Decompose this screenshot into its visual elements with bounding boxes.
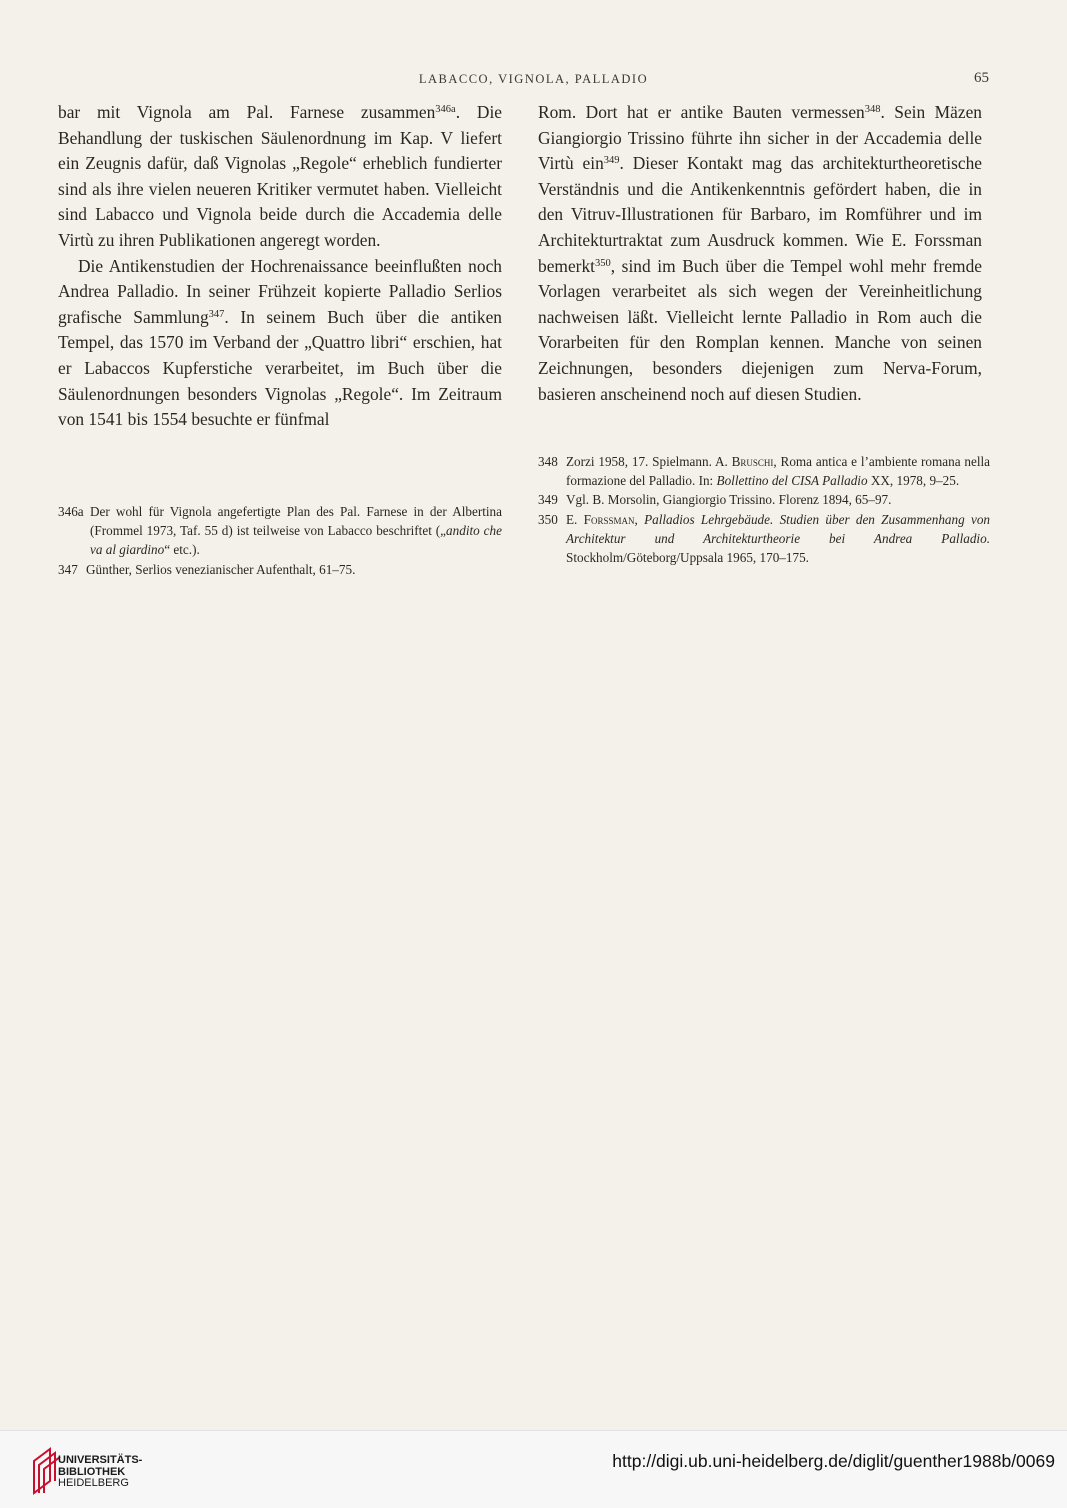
footnote-number: 349: [538, 492, 558, 508]
footnote-number: 348: [538, 454, 558, 469]
left-footnotes: [58, 502, 502, 579]
right-footnotes: [538, 452, 990, 567]
footnote: 350 E. Forssman, Palladios Lehrgebäude. Studien über den Zusammenhang von Architektur und Architekturtheorie bei Andrea Palladio. Stockholm/Göteborg/Uppsala 1965, 170–175.: [538, 511, 991, 566]
footnote: 347 Günther, Serlios venezianischer Aufenthalt, 61–75.: [58, 560, 502, 579]
right-column: [538, 100, 991, 566]
library-name: UNIVERSITÄTS- BIBLIOTHEK HEIDELBERG: [58, 1454, 143, 1489]
footnote: 349 Vgl. B. Morsolin, Giangiorgio Trissino. Florenz 1894, 65–97.: [538, 490, 990, 509]
page-number: 65: [974, 70, 989, 86]
viewer-footer: [0, 1430, 1067, 1508]
footnote: 348 Zorzi 1958, 17. Spielmann. A. Bruschi, Roma antica e l’ambiente romana nella formazione del Palladio. In: Bollettino del CISA Palladio XX, 1978, 9–25.: [538, 454, 991, 489]
footnote-ref: 350: [594, 257, 611, 269]
footnote: 346a Der wohl für Vignola angefertigte Plan des Pal. Farnese in der Albertina (Frommel 1973, Taf. 55 d) ist teilweise von Labacco beschriftet („andito che va al giardino“ etc.).: [58, 504, 502, 558]
document-url[interactable]: http://digi.ub.uni-heidelberg.de/diglit/guenther1988b/0069: [612, 1451, 1055, 1471]
paragraph: Die Antikenstudien der Hochrenaissance beeinflußten noch Andrea Palladio. In seiner Frühzeit kopierte Palladio Serlios grafische Sammlung$^{347}$. In seinem Buch über die antiken Tempel, das 1570 im Verband der „Quattro libri“ erschien, hat er Labaccos Kupferstiche verarbeitet, im Buch über die Säulenordnungen besonders Vignolas „Regole“. Im Zeitraum von 1541 bis 1554 besuchte er fünfmal: [58, 255, 502, 430]
footnote-ref: 349: [603, 155, 620, 167]
running-head: LABACCO, VIGNOLA, PALLADIO: [418, 72, 649, 86]
left-body-text: [58, 100, 502, 433]
footnote-number: 350: [538, 511, 558, 527]
right-body-text: [538, 100, 982, 407]
footnote-number: 347: [58, 561, 78, 577]
paragraph: bar mit Vignola am Pal. Farnese zusammen$^{346a}$. Die Behandlung der tuskischen Säulenordnung im Kap. V liefert ein Zeugnis dafür, daß Vignolas „Regole“ erheblich fundierter sind als ihre vielen neueren Kritiker vermutet haben. Vielleicht sind Labacco und Vignola beide durch die Accademia delle Virtù zu ihren Publikationen angeregt worden.: [58, 102, 503, 250]
footnote-ref: 347: [208, 308, 225, 320]
footnote-ref: 346a: [435, 104, 456, 115]
paragraph: Rom. Dort hat er antike Bauten vermessen$^{348}$. Sein Mäzen Giangiorgio Trissino führte ihn sicher in der Accademia delle Virtù ein$^{349}$. Dieser Kontakt mag das architekturtheoretische Verständnis und die Antikenkenntnis gefördert haben, die in den Vitruv-Illustrationen für Barbaro, im Romführer und im Architekturtraktat zum Ausdruck kommen. Wie E. Forssman bemerkt$^{350}$, sind im Buch über die Tempel wohl mehr fremde Vorlagen verarbeitet als sich wegen der Vereinheitlichung nachweisen läßt. Vielleicht lernte Palladio in Rom auch die Vorarbeiten für den Romplan kennen. Manche von seinen Zeichnungen, besonders diejenigen zum Nerva-Forum, basieren anscheinend noch auf diesen Studien.: [538, 102, 982, 404]
left-column: [58, 100, 503, 577]
footnote-number: 346a: [58, 504, 84, 519]
footnote-ref: 348: [864, 104, 881, 115]
